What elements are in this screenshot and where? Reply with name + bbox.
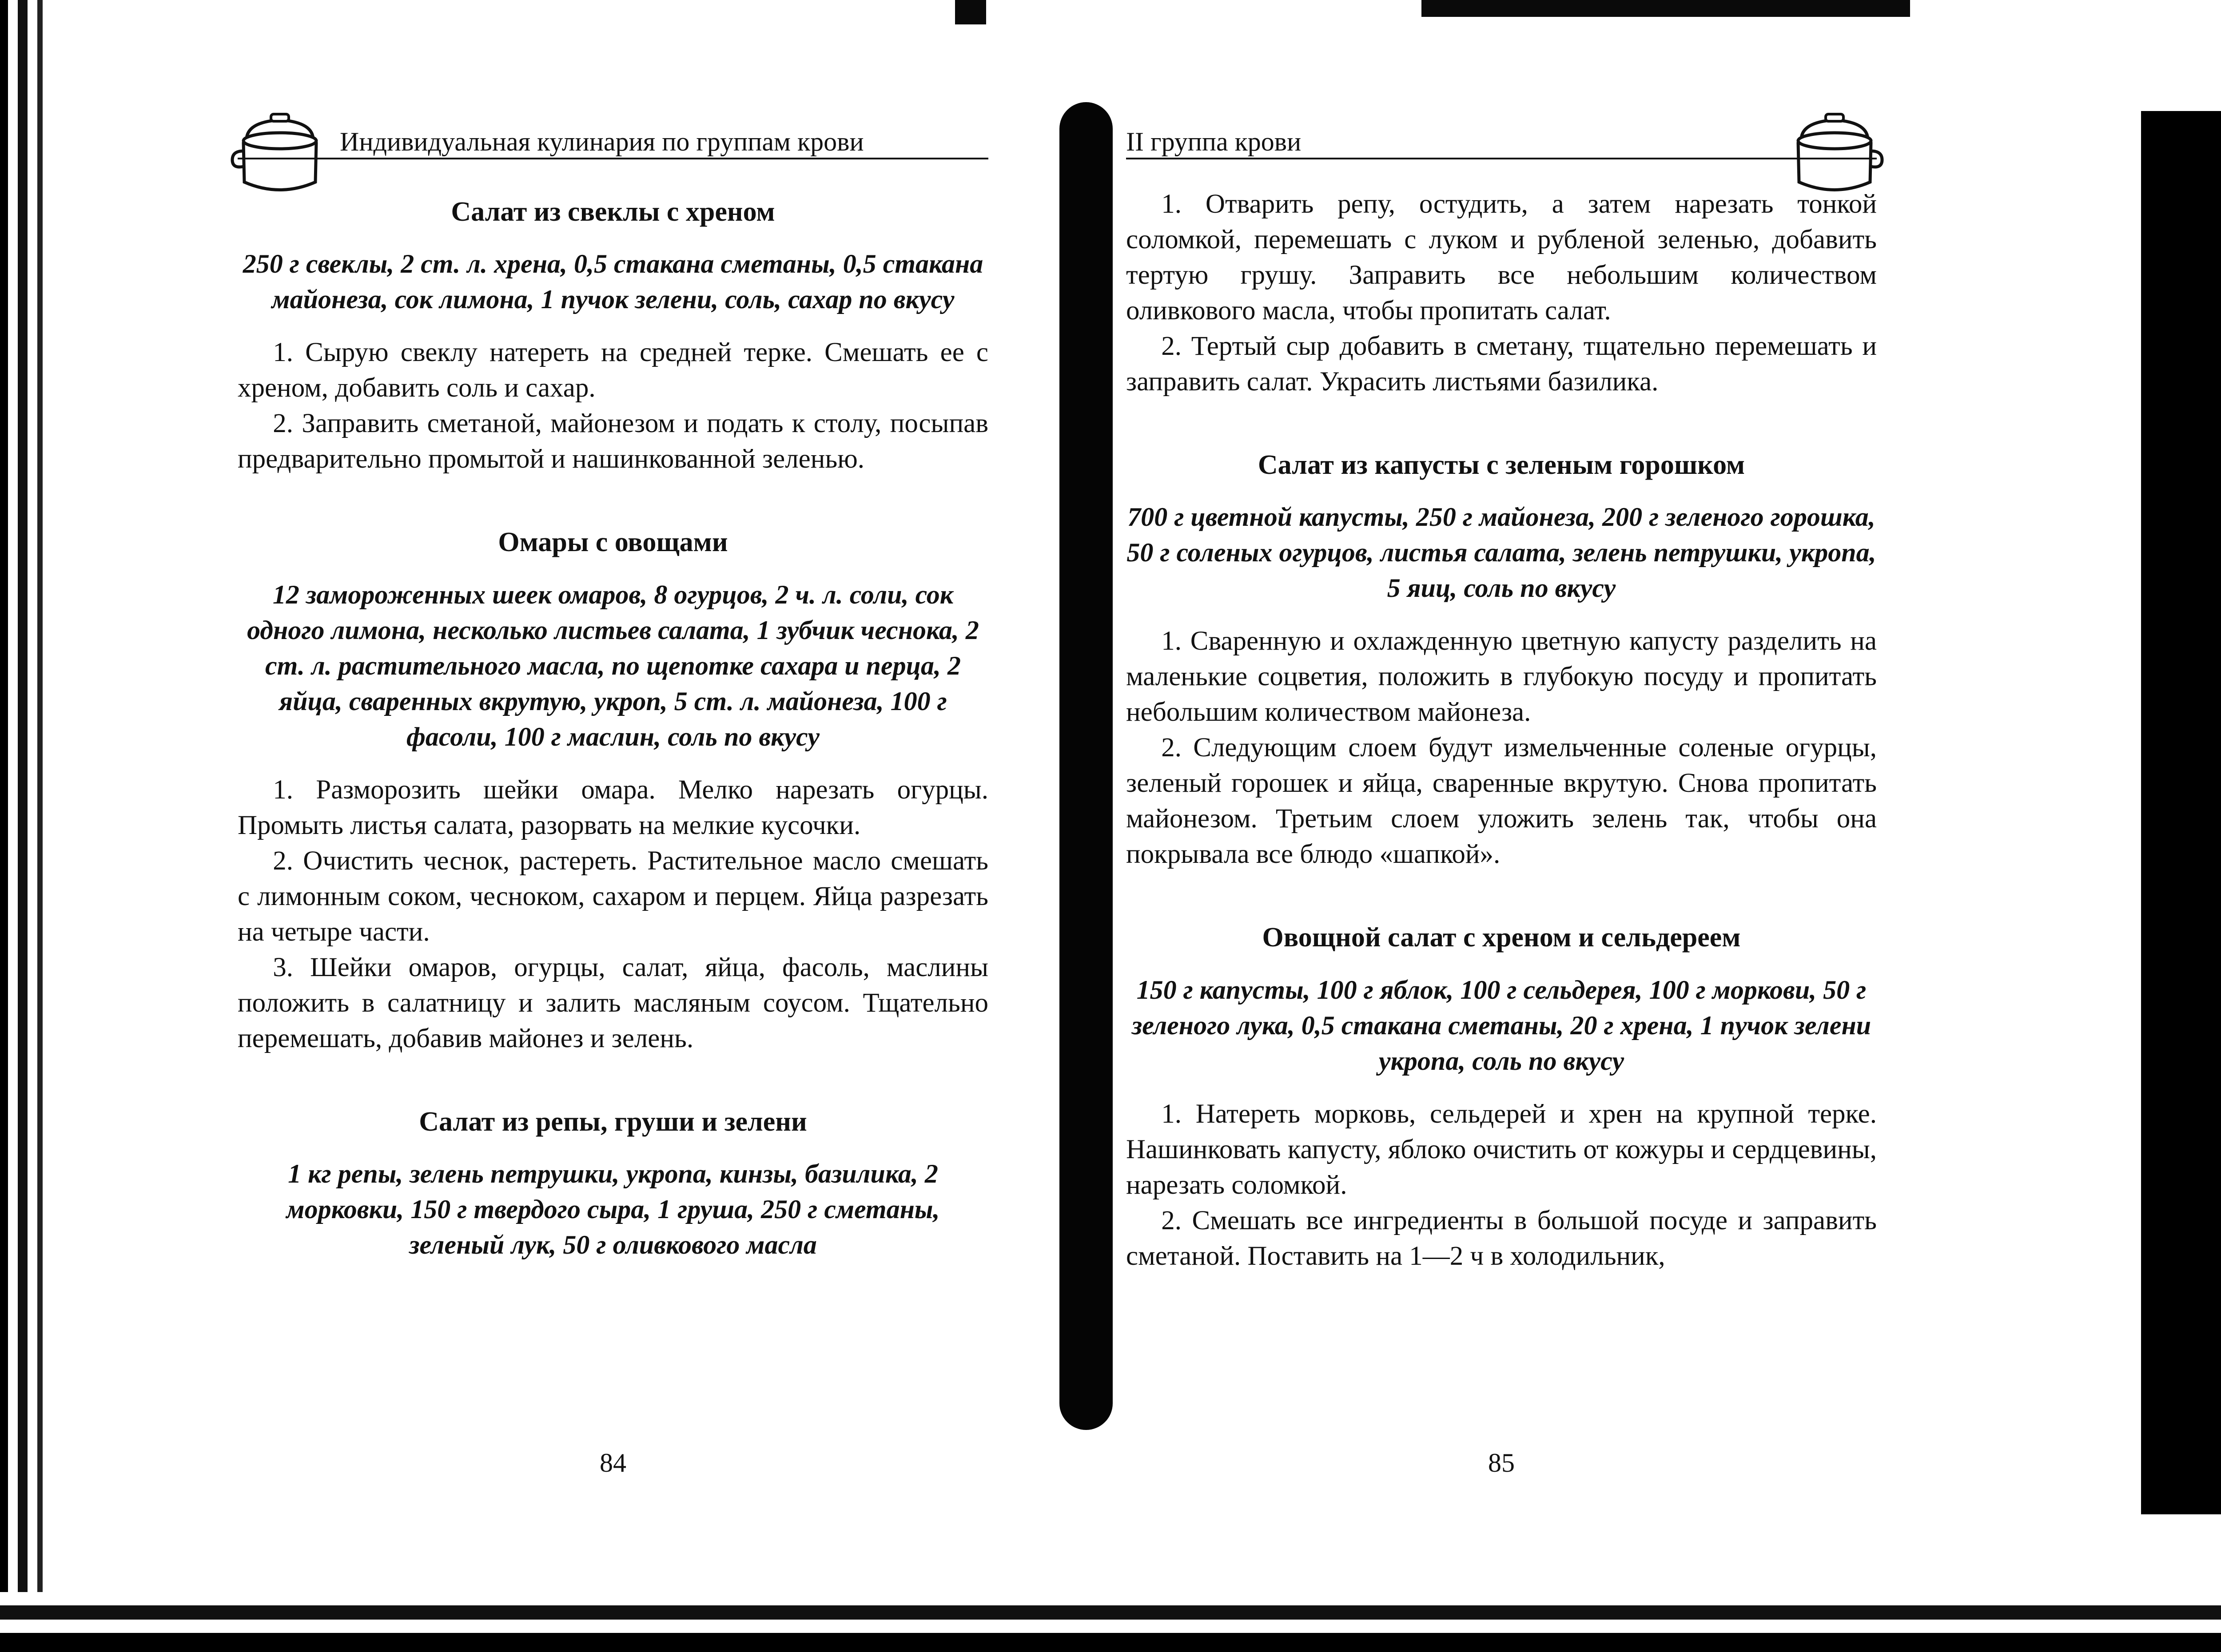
scan-edge-bottom — [0, 1592, 2221, 1652]
recipe-title: Салат из репы, груши и зелени — [419, 1106, 807, 1137]
right-page-content — [1126, 187, 1877, 1274]
recipe-title: Овощной салат с хреном и сельдереем — [1262, 922, 1741, 953]
recipe-title: Салат из свеклы с хреном — [451, 197, 775, 227]
recipe-ingredients: 12 замороженных шеек омаров, 8 огурцов, 2 ч. л. соли, сок одного лимона, несколько листьев салата, 1 зубчик чеснока, 2 ст. л. растительного масла, по щепотке сахара и перца, 2 яйца, сваренных вкрутую, укроп, 5 ст. л. майонеза, 100 г фасоли, 100 г маслин, соль по вкусу — [247, 580, 979, 751]
recipe-step: 2. Заправить сметаной, майонезом и подать к столу, посыпав предварительно промытой и нашинкованной зеленью. — [238, 409, 988, 474]
recipe-title: Салат из капусты с зеленым горошком — [1258, 450, 1745, 480]
recipe-title: Омары с овощами — [498, 527, 728, 558]
recipe-ingredients: 1 кг репы, зелень петрушки, укропа, кинзы, базилика, 2 морковки, 150 г твердого сыра, 1 груша, 250 г сметаны, зеленый лук, 50 г оливкового масла — [286, 1159, 940, 1260]
running-header-left — [238, 109, 988, 160]
recipe-step: 3. Шейки омаров, огурцы, салат, яйца, фасоль, маслины положить в салатницу и залить масляным соусом. Тщательно перемешать, добавив майонез и зелень. — [238, 952, 988, 1053]
page-number: 84 — [600, 1448, 626, 1477]
page-number: 85 — [1488, 1448, 1515, 1477]
recipe-continuation — [1126, 187, 1877, 400]
recipe-step: 2. Очистить чеснок, растереть. Растительное масло смешать с лимонным соком, чесноком, сахаром и перцем. Яйца разрезать на четыре части. — [238, 846, 988, 947]
recipe-lobster-vegetables — [238, 526, 988, 1056]
recipe-step: 2. Смешать все ингредиенты в большой посуде и заправить сметаной. Поставить на 1—2 ч в холодильник, — [1126, 1205, 1877, 1271]
running-header-right — [1126, 109, 1877, 160]
recipe-turnip-pear-salad — [238, 1105, 988, 1263]
left-page-content — [238, 195, 988, 1280]
recipe-step: 1. Натереть морковь, сельдерей и хрен на крупной терке. Нашинковать капусту, яблоко очистить от кожуры и сердцевины, нарезать соломкой. — [1126, 1099, 1877, 1200]
recipe-step: 1. Сырую свеклу натереть на средней терке. Смешать ее с хреном, добавить соль и сахар. — [238, 338, 988, 403]
cooking-pot-icon — [229, 109, 331, 195]
cooking-pot-icon — [1783, 109, 1886, 195]
recipe-step: 1. Сваренную и охлажденную цветную капусту разделить на маленькие соцветия, положить в глубокую посуду и пропитать небольшим количеством майонеза. — [1126, 626, 1877, 727]
header-title: Индивидуальная кулинария по группам крови — [340, 127, 864, 156]
header-rule — [238, 158, 988, 159]
recipe-step: 2. Следующим слоем будут измельченные соленые огурцы, зеленый горошек и яйца, сваренные вкрутую. Снова пропитать майонезом. Третьим слоем уложить зелень так, чтобы она покрывала все блюдо «шапкой». — [1126, 733, 1877, 870]
recipe-step: 1. Разморозить шейки омара. Мелко нарезать огурцы. Промыть листья салата, разорвать на мелкие кусочки. — [238, 774, 988, 840]
book-spine-shadow — [1059, 102, 1113, 1430]
recipe-ingredients: 150 г капусты, 100 г яблок, 100 г сельдерея, 100 г моркови, 50 г зеленого лука, 0,5 стакана сметаны, 20 г хрена, 1 пучок зелени укропа, соль по вкусу — [1131, 975, 1871, 1076]
recipe-ingredients: 700 г цветной капусты, 250 г майонеза, 200 г зеленого горошка, 50 г соленых огурцов, листья салата, зелень петрушки, укропа, 5 яиц, соль по вкусу — [1126, 502, 1876, 603]
recipe-cauliflower-peas-salad — [1126, 449, 1877, 872]
scan-edge-left — [0, 0, 67, 1652]
recipe-step: 2. Тертый сыр добавить в сметану, тщательно перемешать и заправить салат. Украсить листьями базилика. — [1126, 331, 1877, 397]
scan-edge-right — [2141, 111, 2221, 1514]
recipe-step: 1. Отварить репу, остудить, а затем нарезать тонкой соломкой, перемешать с луком и рубленой зеленью, добавить тертую грушу. Заправить все небольшим количеством оливкового масла, чтобы пропитать салат. — [1126, 189, 1877, 326]
scan-mark-top-right — [1421, 0, 1910, 17]
header-title: II группа крови — [1126, 127, 1302, 156]
scan-mark-top — [955, 0, 986, 24]
header-rule — [1126, 158, 1877, 159]
recipe-beet-salad — [238, 195, 988, 477]
recipe-vegetable-horseradish-celery-salad — [1126, 921, 1877, 1274]
recipe-ingredients: 250 г свеклы, 2 ст. л. хрена, 0,5 стакана сметаны, 0,5 стакана майонеза, сок лимона, 1 пучок зелени, соль, сахар по вкусу — [243, 249, 983, 314]
